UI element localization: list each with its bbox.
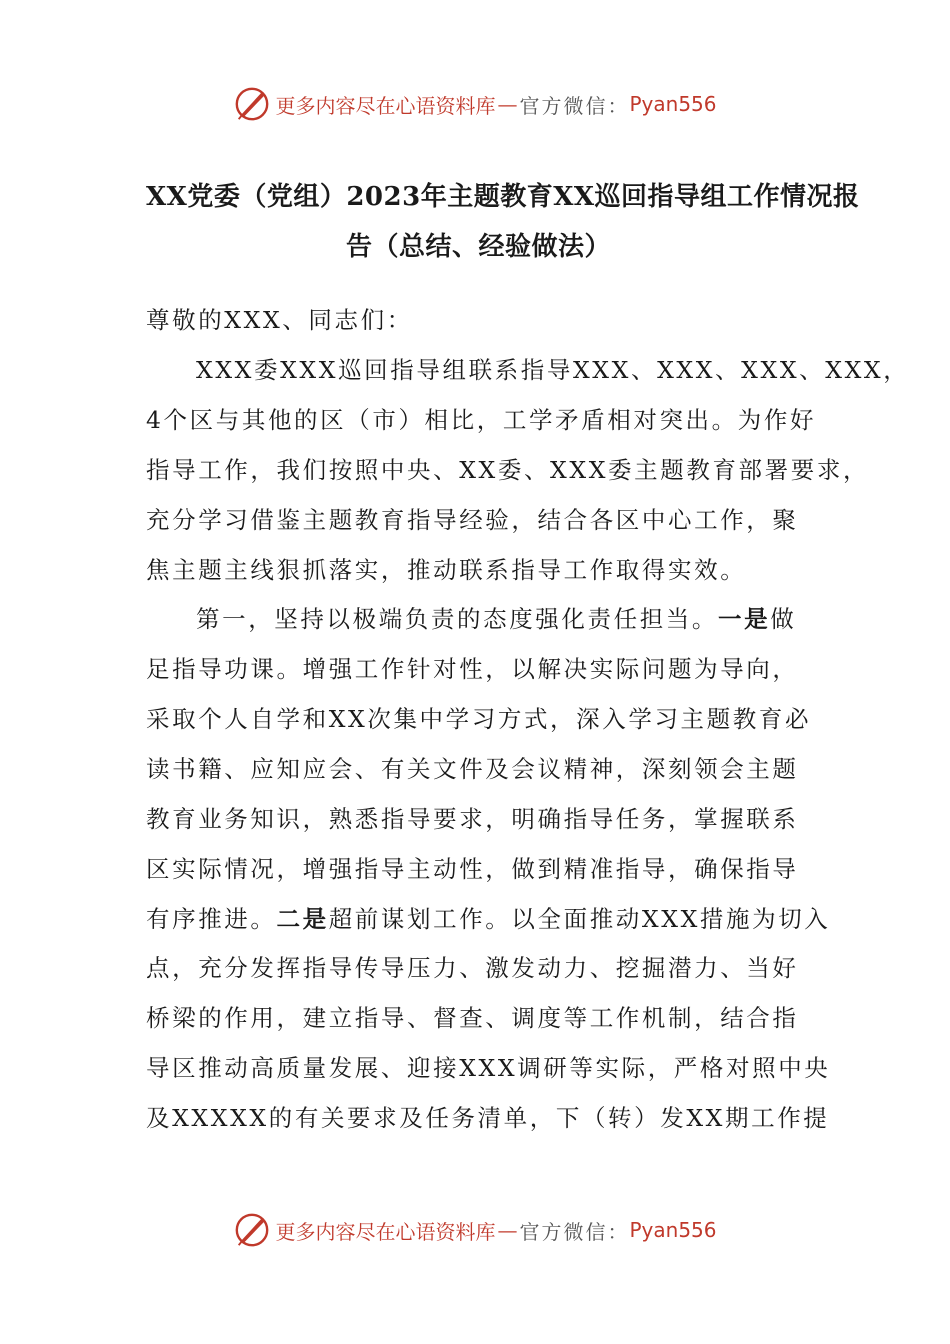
p2-text: 超前谋划工作。以全面推动XXX措施为切入	[328, 905, 831, 933]
banner-main-text: 更多内容尽在心语资料库	[275, 1219, 496, 1244]
banner-wechat-id: Pyan556	[629, 1218, 717, 1242]
p2-line: 足指导功课。增强工作针对性，以解决实际问题为导向，	[146, 655, 799, 683]
p1-line: XXX委XXX巡回指导组联系指导XXX、XXX、XXX、XXX，	[196, 356, 910, 384]
p2-text: 有序推进。	[146, 905, 277, 933]
quill-logo-icon	[233, 85, 271, 123]
banner-wechat-label: 官方微信：	[519, 1219, 630, 1244]
p1-line: 指导工作，我们按照中央、XX委、XXX委主题教育部署要求，	[146, 456, 870, 484]
banner-wechat-id: Pyan556	[629, 92, 717, 116]
p2-line: 区实际情况，增强指导主动性，做到精准指导，确保指导	[146, 855, 799, 883]
p1-line: 充分学习借鉴主题教育指导经验，结合各区中心工作，聚	[146, 506, 799, 534]
point-marker: 二是	[276, 905, 329, 933]
p2-line: 桥梁的作用，建立指导、督查、调度等工作机制，结合指	[146, 1004, 799, 1032]
p2-line: 点，充分发挥指导传导压力、激发动力、挖掘潜力、当好	[146, 954, 799, 982]
document-title	[146, 172, 860, 272]
title-line-1: XX党委（党组）2023年主题教育XX巡回指导组工作情况报	[146, 182, 860, 212]
footer-banner	[0, 1210, 950, 1250]
p2-line	[146, 904, 830, 934]
title-line-2: 告（总结、经验做法）	[345, 232, 611, 262]
p1-line: 焦主题主线狠抓落实，推动联系指导工作取得实效。	[146, 556, 747, 584]
quill-logo-icon	[233, 1211, 271, 1249]
p2-line: 教育业务知识，熟悉指导要求，明确指导任务，掌握联系	[146, 805, 799, 833]
p2-text: 做	[770, 605, 797, 633]
banner-dash: —	[497, 92, 518, 116]
p1-line: 4个区与其他的区（市）相比，工学矛盾相对突出。为作好	[146, 406, 817, 434]
p2-line: 及XXXXX的有关要求及任务清单，下（转）发XX期工作提	[146, 1104, 830, 1132]
banner-main-text: 更多内容尽在心语资料库	[275, 93, 496, 118]
p2-line	[196, 604, 796, 634]
point-marker: 一是	[718, 605, 771, 633]
banner-dash: —	[497, 1218, 518, 1242]
greeting: 尊敬的XXX、同志们：	[146, 306, 413, 334]
section-heading: 第一，坚持以极端负责的态度强化责任担当。	[196, 605, 718, 633]
header-banner	[0, 84, 950, 124]
p2-line: 导区推动高质量发展、迎接XXX调研等实际，严格对照中央	[146, 1054, 831, 1082]
p2-line: 读书籍、应知应会、有关文件及会议精神，深刻领会主题	[146, 755, 799, 783]
p2-line: 采取个人自学和XX次集中学习方式，深入学习主题教育必	[146, 705, 812, 733]
banner-wechat-label: 官方微信：	[519, 93, 630, 118]
